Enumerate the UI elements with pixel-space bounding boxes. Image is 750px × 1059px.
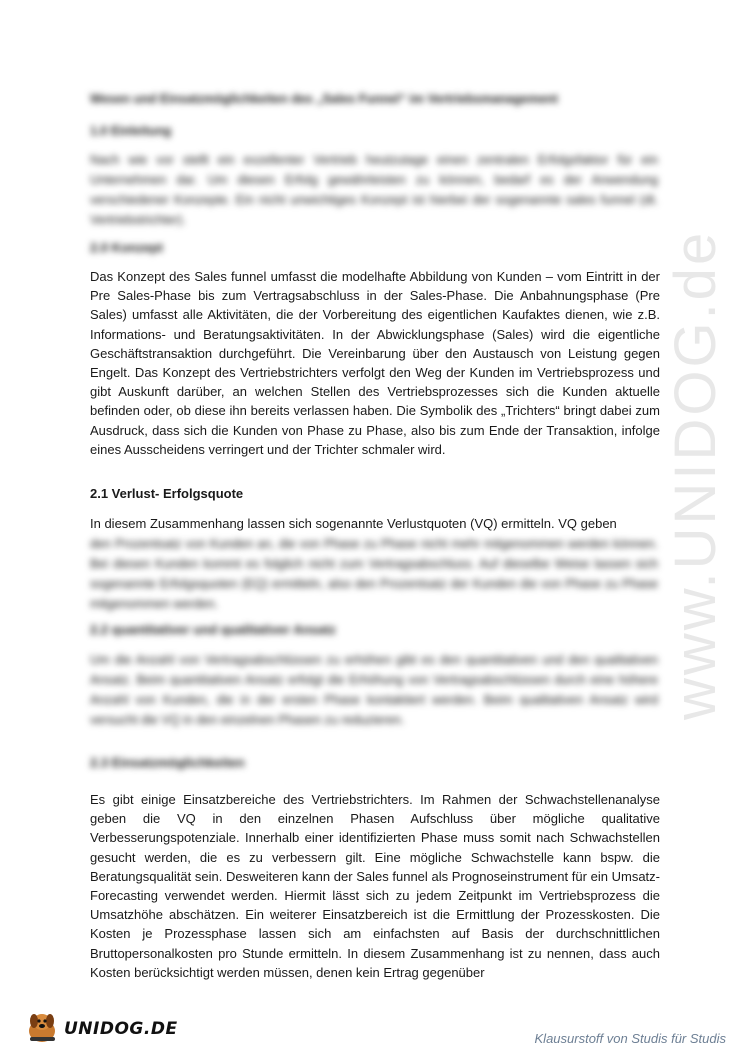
footer-logo[interactable] xyxy=(22,1006,178,1046)
section-heading-einsatz: 2.3 Einsatzmöglichkeiten xyxy=(90,755,245,770)
section-heading-ansatz: 2.2 quantitativer und qualitativer Ansatz xyxy=(90,622,336,637)
section-text-einsatz: Es gibt einige Einsatzbereiche des Vertriebstrichters. Im Rahmen der Schwachstellenanalyse geben die VQ in den einzelnen Phasen Aufschluss über mögliche qualitative Verbesserungspotenziale. Innerhalb einer identifizierten Phase muss somit nach Schwachstellen gesucht werden, die es zu verbessern gilt. Eine mögliche Schwachstelle kann bspw. die Beratungsqualität sein. Desweiteren kann der Sales funnel als Prognoseinstrument für ein Umsatz-Forecasting verwendet werden. Hiermit lässt sich zu jedem Zeitpunkt im Vertriebsprozess die Umsatzhöhe abschätzen. Ein weiterer Einsatzbereich ist die Ermittlung der Prozesskosten. Die Kosten je Prozessphase lassen sich am einfachsten auf Basis der durchschnittlichen Bruttopersonalkosten pro Stunde ermitteln. In diesem Zusammenhang ist zu nennen, dass auch Kosten berücksichtigt werden müssen, denen kein Ertrag gegenüber xyxy=(90,792,660,980)
dog-mascot-icon xyxy=(22,1006,64,1046)
document-title: Wesen und Einsatzmöglichkeiten des „Sales Funnel“ im Vertriebsmanagement xyxy=(90,92,558,106)
section-lead-verlust: In diesem Zusammenhang lassen sich sogenannte Verlustquoten (VQ) ermitteln. VQ geben xyxy=(90,516,617,531)
watermark: www.UNIDOG.de xyxy=(663,229,728,720)
section-text-ansatz: Um die Anzahl von Vertragsabschlüssen zu erhöhen gibt es den quantitativen und den qualitativen Ansatz. Beim quantitativen Ansatz erfolgt die Erhöhung von Vertragsabschlüssen durch eine höhere Anzahl von Kunden, die in der ersten Phase kontaktiert werden. Beim qualitativen Ansatz wird versucht die VQ in den einzelnen Phasen zu reduzieren. xyxy=(90,653,658,727)
section-text-einleitung: Nach wie vor stellt ein exzellenter Vertrieb heutzutage einen zentralen Erfolgsfaktor für ein Unternehmen dar. Um diesen Erfolg gewährleisten zu können, bedarf es der Anwendung verschiedener Konzepte. Ein nicht unwichtiges Konzept ist hierbei der sogenannte sales funnel (dt. Vertriebstrichter). xyxy=(90,153,658,227)
section-text-verlust: den Prozentsatz von Kunden an, die von Phase zu Phase nicht mehr mitgenommen werden können. Bei diesen Kunden kommt es folglich nicht zum Vertragsabschluss. Auf dieselbe Weise lassen sich sogenannte Erfolgsquoten (EQ) ermitteln, also den Prozentsatz der Kunden die von Phase zu Phase mitgenommen werden. xyxy=(90,537,658,611)
section-text-konzept: Das Konzept des Sales funnel umfasst die modelhafte Abbildung von Kunden – vom Eintritt in der Pre Sales-Phase bis zum Vertragsabschluss in der Sales-Phase. Die Anbahnungsphase (Pre Sales) umfasst alle Aktivitäten, die der Vorbereitung des eigentlichen Kaufaktes dienen, wie z.B. Informations- und Beratungsaktivitäten. In der Abwicklungsphase (Sales) wird die eigentliche Geschäftstransaktion durchgeführt. Die Vereinbarung über den Austausch von Leistung gegen Engelt. Das Konzept des Vertriebstrichters verfolgt den Weg der Kunden im Vertriebsprozess und gibt Auskunft darüber, an welchen Stellen des Vertriebsprozesses sich die Kunden aktuelle befinden oder, ob diese ihn bereits verlassen haben. Die Symbolik des „Trichters“ bringt dabei zum Ausdruck, dass sich die Kunden von Phase zu Phase, also bis zum Ende der Transaktion, infolge eines Ausscheidens verringert und der Trichter schmaler wird. xyxy=(90,269,660,457)
footer-tagline: Klausurstoff von Studis für Studis xyxy=(534,1031,726,1046)
logo-text: UNIDOG.DE xyxy=(64,1019,178,1039)
section-heading-verlust: 2.1 Verlust- Erfolgsquote xyxy=(90,486,244,501)
section-heading-einleitung: 1.0 Einleitung xyxy=(90,124,172,138)
section-heading-konzept: 2.0 Konzept xyxy=(90,240,163,255)
